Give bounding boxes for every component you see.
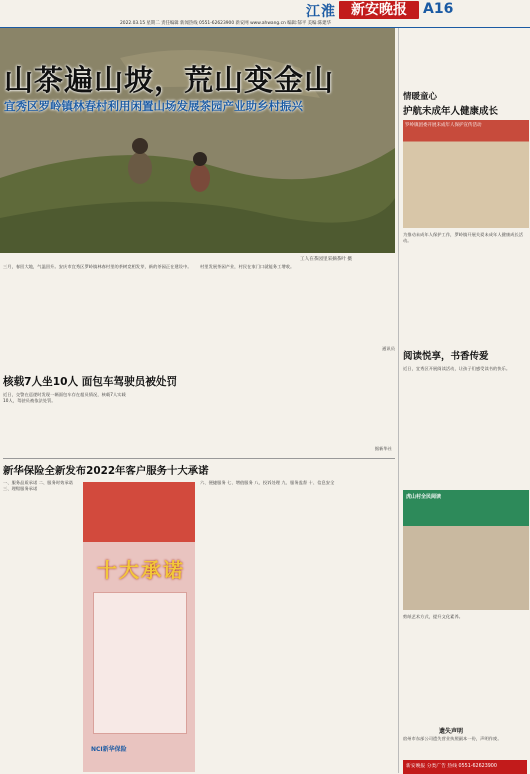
right-headline-2: 阅读悦享，书香传爱: [403, 351, 489, 362]
story2-source: 据新华社: [374, 446, 392, 451]
ad-top-band: [83, 482, 195, 542]
right-photo-1: [403, 120, 529, 228]
lead-body-right: 村里发展茶园产业，村民在家门口就能务工增收。: [200, 264, 295, 269]
notice-body: 宿州市东部公司遗失营业执照副本一份，声明作废。: [403, 736, 502, 741]
classified-ad-text: 新安晚报 分类广告 热线 0551-62623900: [406, 764, 497, 769]
right-photo-2-banner: 虎山村全民阅读: [406, 494, 442, 500]
masthead-region: 江淮: [306, 4, 336, 20]
right-photo-1-banner: 罗岭镇团委开展未成年人保护宣传活动: [405, 123, 482, 128]
lead-body-left: 三月，春回大地，气温回升。安庆市宜秀区罗岭镇林春村里的茶树竞相发芽，新的茶园正在建设中。: [3, 264, 192, 269]
right-body-2: 近日，宜秀区开展阅读活动，让孩子们感受读书的快乐。: [403, 366, 511, 371]
ad-logo: NCI新华保险: [91, 746, 127, 753]
lead-author: 通讯员: [382, 346, 395, 351]
story2-headline: 核载7人坐10人 面包车驾驶员被处罚: [3, 376, 178, 388]
right-body-3: 剪纸艺术方式，提升文化素养。: [403, 614, 464, 619]
right-column: [398, 28, 530, 773]
lead-photo-caption: 工人在茶园里采摘茶叶 摄: [300, 257, 352, 262]
paper-name-logo: [339, 1, 419, 19]
story3-body-left: 一、服务品质承诺 二、服务时效承诺 三、理赔服务承诺: [3, 480, 74, 492]
lead-subhead: 宜秀区罗岭镇林春村利用闲置山场发展茶园产业助乡村振兴: [4, 99, 303, 113]
story3-ad: [83, 482, 195, 772]
story3-headline: 新华保险全新发布2022年客户服务十大承诺: [3, 465, 209, 477]
section-divider: [3, 458, 395, 459]
notice-title: 遗失声明: [439, 728, 464, 735]
masthead: [0, 0, 530, 28]
masthead-info-line: 2022.03.15 星期二 责任编辑 新闻热线 0551-62623900 新安网 www.ahwang.cn 编辑:郜平 美编:陈建华: [120, 21, 332, 26]
right-body-1: 为推动未成年人保护工作，罗岭镇开展关爱未成年人健康成长活动。: [403, 232, 524, 244]
right-photo-2: [403, 490, 529, 610]
paper-name: 新安晚报: [351, 2, 407, 18]
right-headline: 护航未成年人健康成长: [403, 106, 499, 117]
lead-headline: 山茶遍山坡，荒山变金山: [4, 63, 335, 97]
story3-body-right: 六、便捷服务 七、增值服务 八、投诉处理 九、服务监督 十、信息安全: [200, 480, 335, 485]
story2-body: 近日，交警在巡逻时发现一辆面包车存在超员情况，核载7人实载10人，驾驶员被依法处罚。: [3, 392, 126, 404]
page-number: A16: [423, 1, 454, 17]
classified-ad-banner: [403, 760, 527, 774]
right-section-title: 情暖童心: [403, 92, 438, 102]
ad-title: 十大承诺: [97, 558, 185, 582]
ad-list-panel: [93, 592, 187, 734]
